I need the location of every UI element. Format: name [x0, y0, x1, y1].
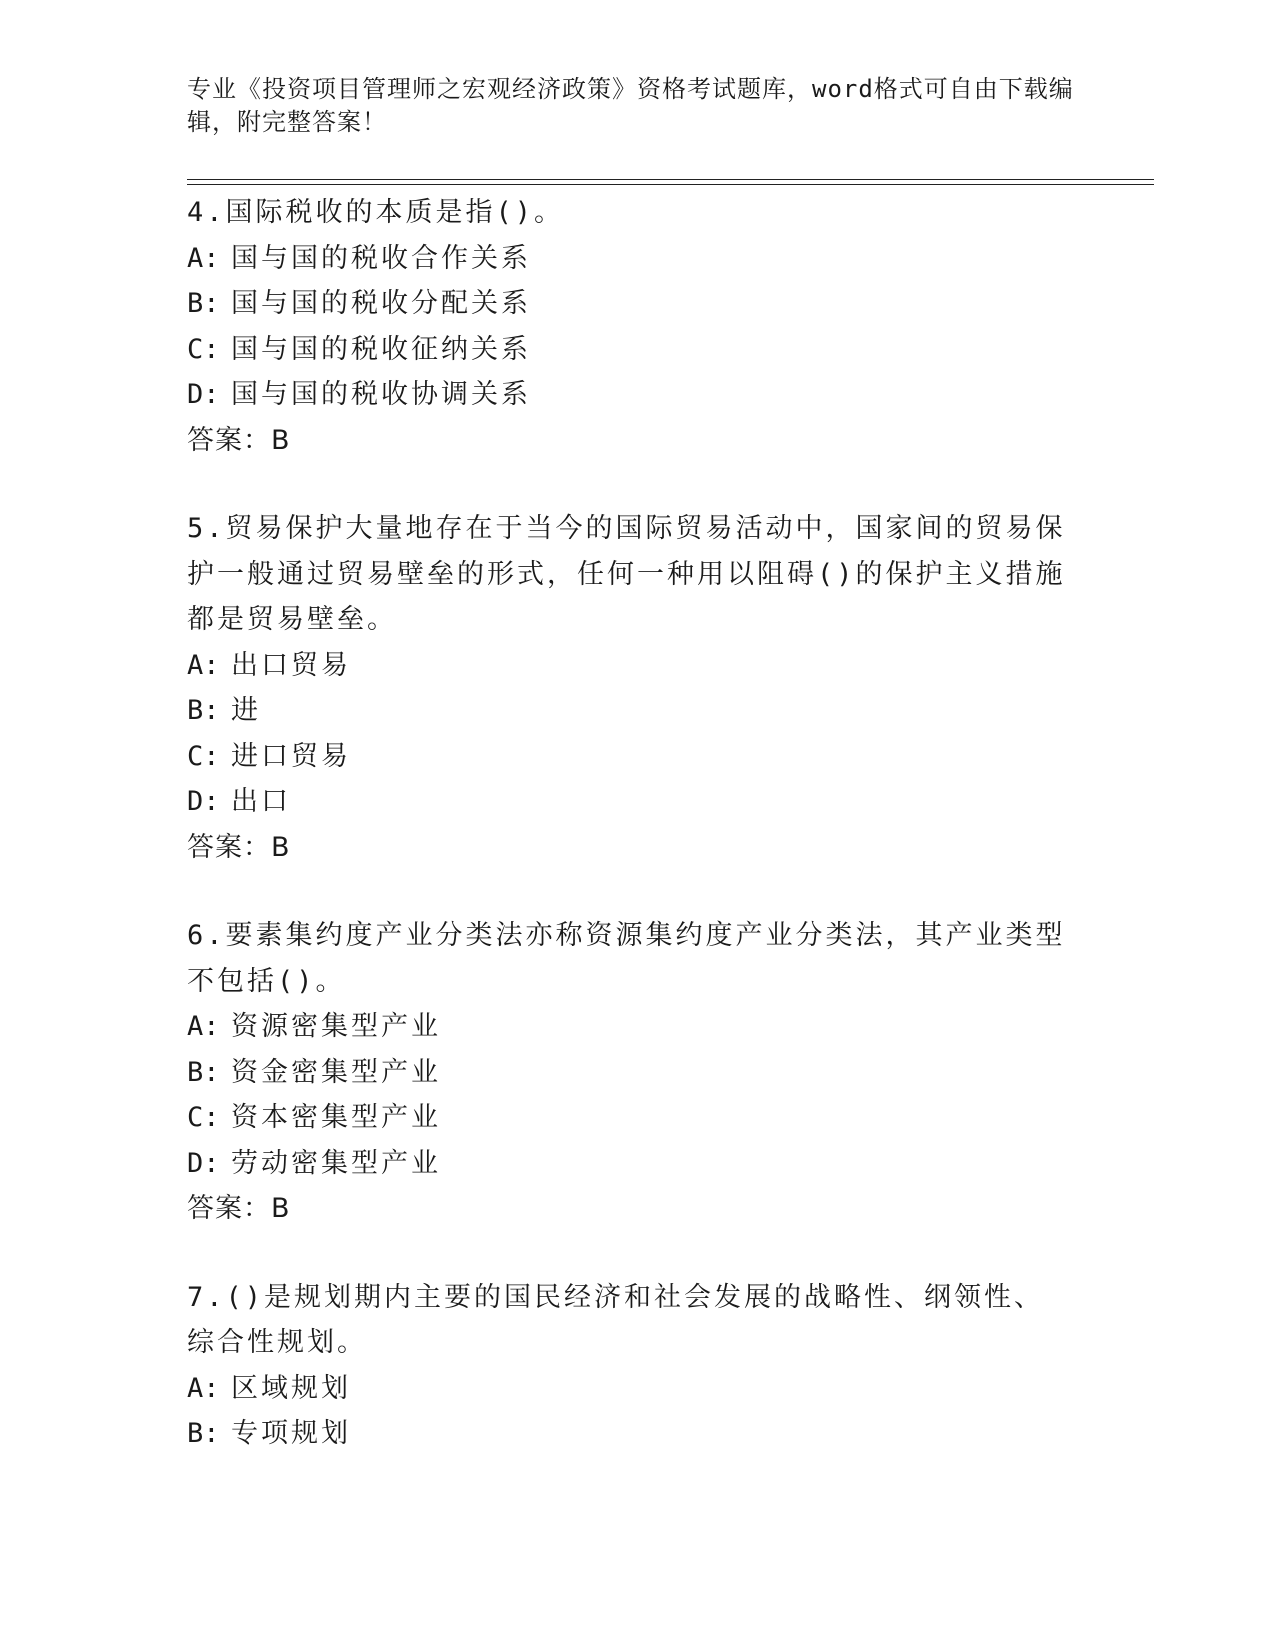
option-text: 区域规划	[231, 1372, 351, 1404]
option-label: B:	[187, 288, 220, 319]
option-text: 国与国的税收征纳关系	[231, 333, 531, 365]
option-label: A:	[187, 1372, 220, 1404]
option-text: 资源密集型产业	[231, 1011, 441, 1042]
option-text: 国与国的税收协调关系	[231, 379, 531, 410]
option-label: A:	[187, 242, 220, 274]
option-label: D:	[187, 379, 220, 410]
option-label: D:	[187, 1147, 220, 1179]
answer-line: 答案：B	[187, 831, 291, 863]
option-a	[187, 1366, 1067, 1412]
option-label: C:	[187, 740, 220, 772]
option-text: 资本密集型产业	[231, 1102, 441, 1133]
question-7	[187, 1275, 1067, 1457]
header-rule-bottom	[187, 184, 1154, 185]
document-header: 专业《投资项目管理师之宏观经济政策》资格考试题库，word格式可自由下载编辑，附完整答案！	[187, 75, 1074, 136]
option-d	[187, 1141, 1067, 1187]
option-label: A:	[187, 649, 220, 681]
option-b	[187, 1050, 1067, 1096]
option-c	[187, 327, 1067, 373]
question-stem: 5.贸易保护大量地存在于当今的国际贸易活动中，国家间的贸易保护一般通过贸易壁垒的形式，任何一种用以阻碍()的保护主义措施都是贸易壁垒。	[187, 513, 1066, 635]
option-b	[187, 281, 1067, 327]
header-rule-top	[187, 179, 1154, 180]
option-text: 国与国的税收分配关系	[231, 288, 531, 319]
answer-line: 答案：B	[187, 424, 291, 456]
option-label: D:	[187, 786, 220, 817]
option-a	[187, 1004, 1067, 1050]
option-text: 进口贸易	[231, 740, 351, 772]
option-label: C:	[187, 1102, 220, 1133]
option-label: B:	[187, 695, 220, 726]
option-label: A:	[187, 1011, 220, 1042]
question-6	[187, 913, 1067, 1232]
option-d	[187, 779, 1067, 825]
question-stem: 7.()是规划期内主要的国民经济和社会发展的战略性、纲领性、综合性规划。	[187, 1281, 1045, 1358]
option-text: 资金密集型产业	[231, 1056, 441, 1088]
option-text: 专项规划	[231, 1418, 351, 1449]
option-a	[187, 643, 1067, 689]
option-c	[187, 734, 1067, 780]
question-stem: 4.国际税收的本质是指()。	[187, 197, 565, 228]
option-b	[187, 1411, 1067, 1457]
option-c	[187, 1095, 1067, 1141]
option-text: 进	[231, 695, 261, 726]
option-label: B:	[187, 1056, 220, 1088]
option-text: 国与国的税收合作关系	[231, 242, 531, 274]
option-text: 出口	[231, 786, 291, 817]
option-d	[187, 372, 1067, 418]
question-5	[187, 506, 1067, 870]
answer-line: 答案：B	[187, 1193, 291, 1224]
option-a	[187, 236, 1067, 282]
option-label: C:	[187, 333, 220, 365]
option-b	[187, 688, 1067, 734]
option-text: 出口贸易	[231, 649, 351, 681]
question-4	[187, 190, 1067, 463]
option-text: 劳动密集型产业	[231, 1147, 441, 1179]
question-list	[187, 190, 1067, 1500]
option-label: B:	[187, 1418, 220, 1449]
question-stem: 6.要素集约度产业分类法亦称资源集约度产业分类法，其产业类型不包括()。	[187, 920, 1066, 997]
